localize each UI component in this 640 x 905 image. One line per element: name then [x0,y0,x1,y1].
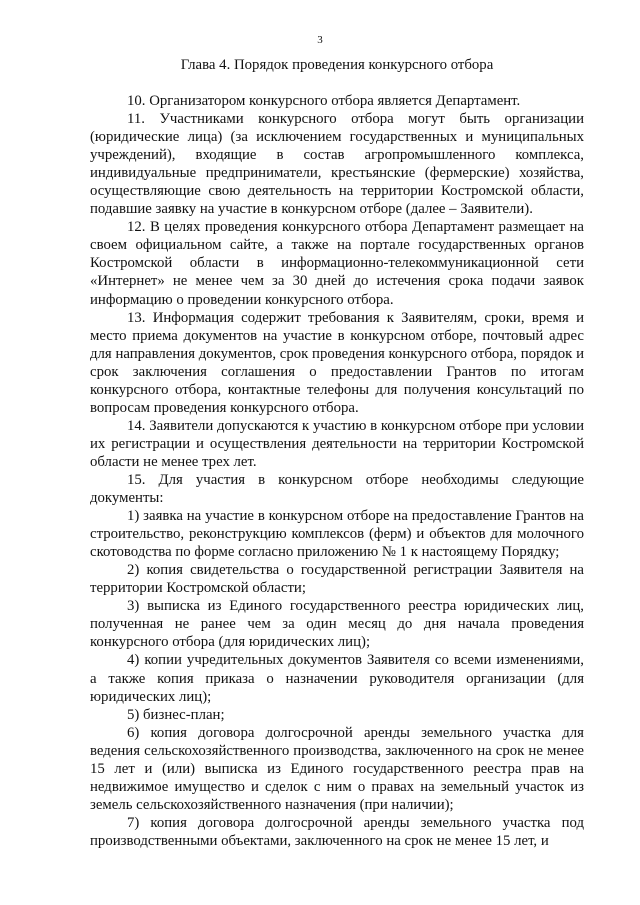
list-item: 3) выписка из Единого государственного реестра юридических лиц, полученная не ранее чем за один месяц до дня начала проведения конкурсного отбора (для юридических лиц); [90,598,584,651]
list-item: 4) копии учредительных документов Заявителя со всеми изменениями, а также копия приказа о назначении руководителя организации (для юридических лиц); [90,652,584,705]
paragraph: 12. В целях проведения конкурсного отбора Департамент размещает на своем официальном сайте, а также на портале государственных органов Костромской области в информационно-телекоммуникационной сети «Интернет» не менее чем за 30 дней до истечения срока подачи заявок информацию о проведении конкурсного отбора. [90,219,584,308]
paragraph: 15. Для участия в конкурсном отборе необходимы следующие документы: [90,471,584,507]
list-item: 7) копия договора долгосрочной аренды земельного участка под производственными объектами, заключенного на срок не менее 15 лет, и [90,814,584,849]
page-number: 3 [317,34,323,46]
paragraph: 13. Информация содержит требования к Заявителям, сроки, время и место приема документов на участие в конкурсном отборе, почтовый адрес для направления документов, срок проведения конкурсного отбора, порядок и срок заключения соглашения о предоставлении Грантов по итогам конкурсного отбора, контактные телефоны для получения консультаций по вопросам проведения конкурсного отбора. [90,309,584,416]
body-text [90,92,584,850]
list-item: 1) заявка на участие в конкурсном отборе на предоставление Грантов на строительство, реконструкцию комплексов (ферм) и объектов для молочного скотоводства по форме согласно приложению № 1 к настоящему Порядку; [90,508,584,561]
paragraph: 14. Заявители допускаются к участию в конкурсном отборе при условии их регистрации и осуществления деятельности на территории Костромской области не менее трех лет. [90,417,584,470]
paragraph: 11. Участниками конкурсного отбора могут быть организации (юридические лица) (за исключением государственных и муниципальных учреждений), входящие в состав агропромышленного комплекса, индивидуальные предприниматели, крестьянские (фермерские) хозяйства, осуществляющие свою деятельность на территории Костромской области, подавшие заявку на участие в конкурсном отборе (далее – Заявители). [90,111,584,218]
list-item: 2) копия свидетельства о государственной регистрации Заявителя на территории Костромской области; [90,562,584,597]
list-item: 5) бизнес-план; [127,706,225,723]
paragraph: 10. Организатором конкурсного отбора является Департамент. [127,93,521,109]
list-item: 6) копия договора долгосрочной аренды земельного участка для ведения сельскохозяйственного производства, заключенного на срок не менее 15 лет и (или) выписка из Единого государственного реестра прав на недвижимое имущество и сделок с ним о правах на земельный участок из земель сельскохозяйственного назначения (при наличии); [90,724,584,813]
chapter-title: Глава 4. Порядок проведения конкурсного отбора [180,57,494,73]
